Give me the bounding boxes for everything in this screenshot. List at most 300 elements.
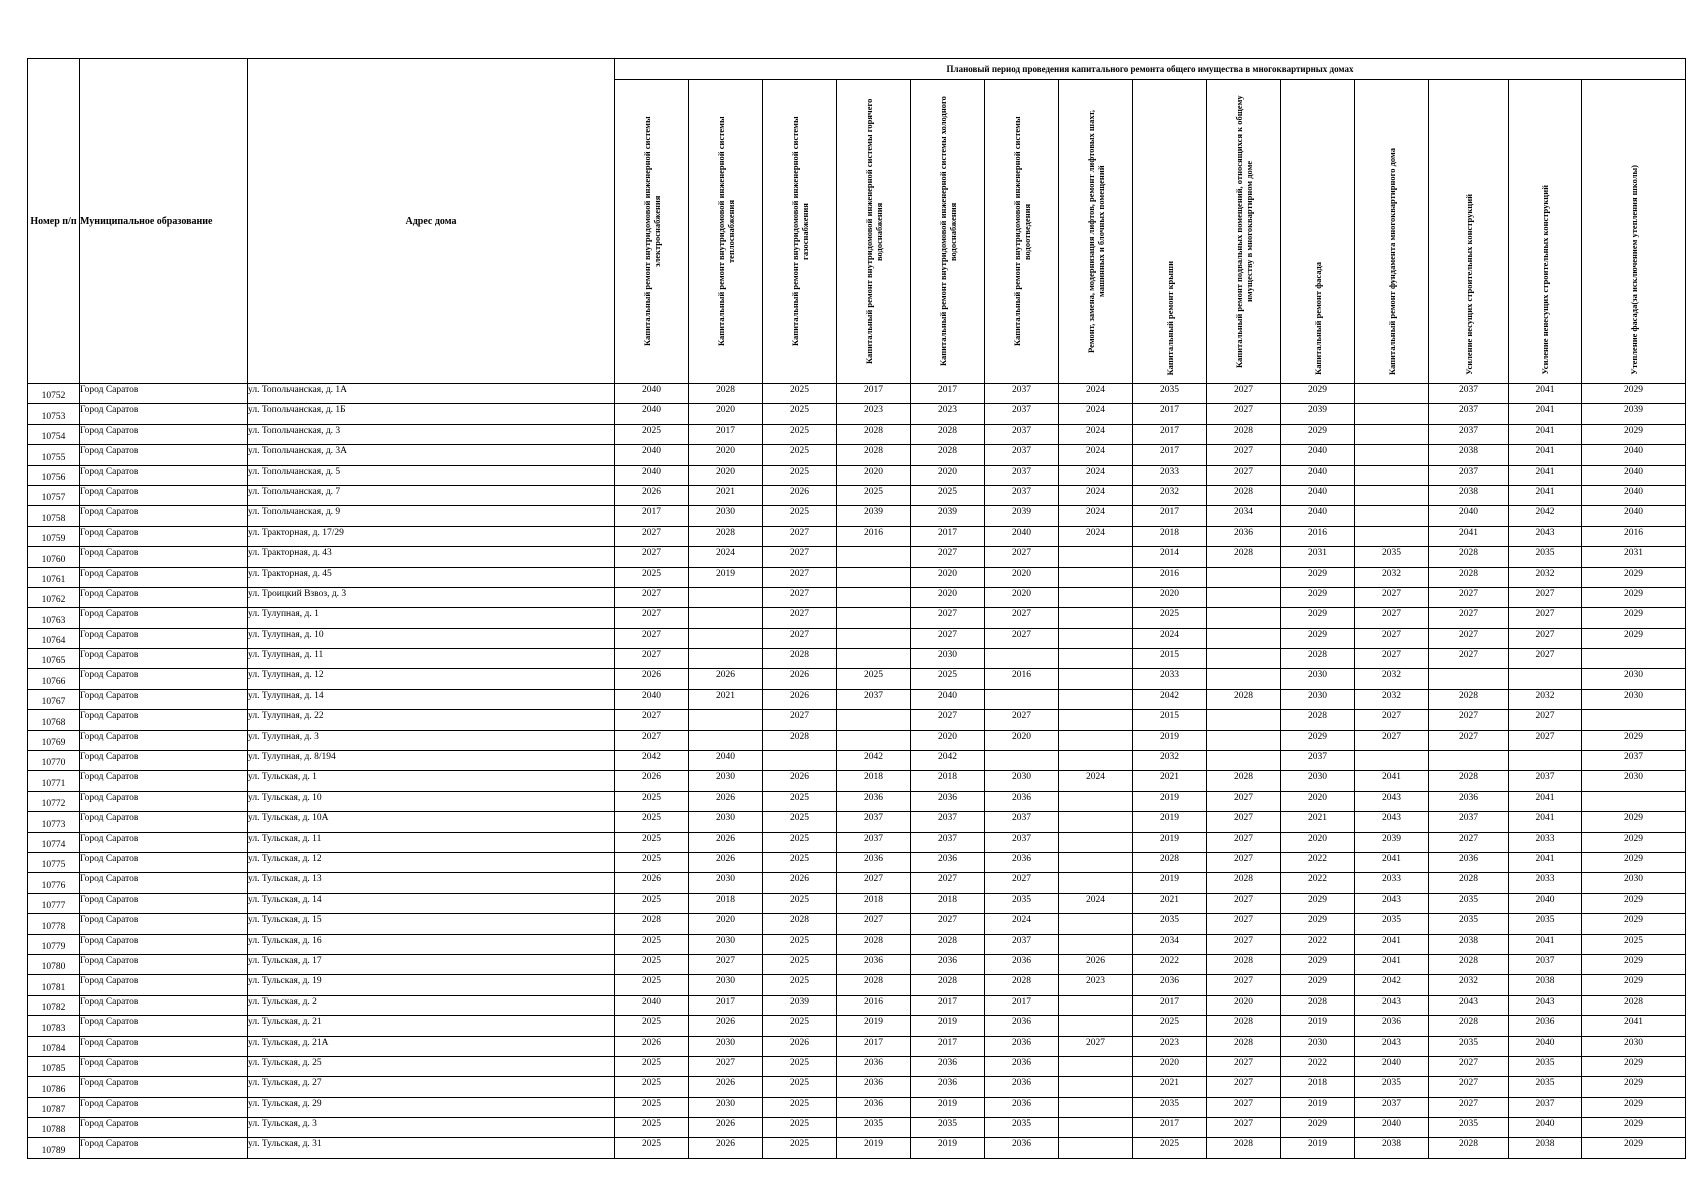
row-year-cell: 2028 xyxy=(1207,1036,1281,1056)
row-year-cell: 2037 xyxy=(911,832,985,852)
row-year-cell: 2040 xyxy=(1281,485,1355,505)
row-year-cell: 2020 xyxy=(689,445,763,465)
row-year-cell: 2020 xyxy=(1133,1056,1207,1076)
row-year-cell: 2025 xyxy=(615,812,689,832)
table-row xyxy=(28,587,1686,607)
row-year-cell: 2028 xyxy=(837,975,911,995)
row-address: ул. Топольчанская, д. 3 xyxy=(248,424,615,444)
row-year-cell: 2030 xyxy=(689,506,763,526)
row-municipality: Город Саратов xyxy=(80,1056,248,1076)
row-year-cell: 2027 xyxy=(911,873,985,893)
row-year-cell xyxy=(1059,1138,1133,1158)
row-address: ул. Тульская, д. 3 xyxy=(248,1118,615,1138)
row-year-cell: 2025 xyxy=(615,1138,689,1158)
table-row xyxy=(28,751,1686,771)
row-municipality: Город Саратов xyxy=(80,710,248,730)
row-number: 10779 xyxy=(28,934,80,954)
row-year-cell: 2025 xyxy=(763,465,837,485)
row-year-cell: 2035 xyxy=(1355,914,1429,934)
row-year-cell: 2029 xyxy=(1281,954,1355,974)
row-year-cell xyxy=(1429,669,1509,689)
row-year-cell: 2020 xyxy=(1281,832,1355,852)
row-year-cell: 2027 xyxy=(985,608,1059,628)
row-year-cell: 2033 xyxy=(1355,873,1429,893)
row-year-cell: 2025 xyxy=(763,1118,837,1138)
row-address: ул. Тульская, д. 31 xyxy=(248,1138,615,1158)
row-municipality: Город Саратов xyxy=(80,812,248,832)
row-year-cell: 2033 xyxy=(1509,873,1582,893)
row-year-cell: 2016 xyxy=(1281,526,1355,546)
table-row xyxy=(28,424,1686,444)
row-year-cell: 2017 xyxy=(1133,404,1207,424)
row-municipality: Город Саратов xyxy=(80,934,248,954)
row-year-cell: 2021 xyxy=(1133,1077,1207,1097)
row-year-cell: 2036 xyxy=(911,1077,985,1097)
row-year-cell: 2037 xyxy=(1582,751,1686,771)
row-year-cell: 2037 xyxy=(1429,465,1509,485)
work-type-label: Капитальный ремонт внутридомовой инженерной системы газоснабжения xyxy=(789,116,810,347)
row-year-cell: 2027 xyxy=(1509,587,1582,607)
row-number: 10773 xyxy=(28,812,80,832)
row-number: 10786 xyxy=(28,1077,80,1097)
row-year-cell: 2026 xyxy=(615,771,689,791)
header-work-type xyxy=(985,80,1059,384)
row-municipality: Город Саратов xyxy=(80,608,248,628)
row-year-cell xyxy=(1059,873,1133,893)
row-address: ул. Троицкий Взвоз, д. 3 xyxy=(248,587,615,607)
row-year-cell: 2031 xyxy=(1281,547,1355,567)
row-year-cell: 2018 xyxy=(911,893,985,913)
row-year-cell: 2039 xyxy=(985,506,1059,526)
row-year-cell: 2027 xyxy=(911,628,985,648)
row-address: ул. Тулупная, д. 10 xyxy=(248,628,615,648)
row-year-cell: 2025 xyxy=(763,832,837,852)
row-number: 10776 xyxy=(28,873,80,893)
row-year-cell: 2036 xyxy=(985,1056,1059,1076)
work-type-label: Капитальный ремонт внутридомовой инженерной системы электроснабжения xyxy=(641,116,662,347)
table-row xyxy=(28,954,1686,974)
row-year-cell: 2041 xyxy=(1355,934,1429,954)
row-year-cell: 2030 xyxy=(1582,1036,1686,1056)
work-type-label: Капитальный ремонт фундамента многоквартирного дома xyxy=(1386,147,1397,375)
row-address: ул. Тульская, д. 15 xyxy=(248,914,615,934)
row-year-cell: 2028 xyxy=(1207,1016,1281,1036)
row-year-cell: 2027 xyxy=(985,547,1059,567)
row-year-cell: 2043 xyxy=(1355,812,1429,832)
row-year-cell: 2017 xyxy=(985,995,1059,1015)
row-year-cell: 2027 xyxy=(1207,1118,1281,1138)
row-number: 10758 xyxy=(28,506,80,526)
row-address: ул. Топольчанская, д. 1А xyxy=(248,384,615,404)
row-year-cell: 2028 xyxy=(1281,995,1355,1015)
row-year-cell xyxy=(837,608,911,628)
row-year-cell: 2036 xyxy=(837,1056,911,1076)
row-year-cell: 2040 xyxy=(1281,445,1355,465)
row-year-cell: 2025 xyxy=(763,893,837,913)
row-year-cell: 2028 xyxy=(1207,547,1281,567)
row-address: ул. Топольчанская, д. 5 xyxy=(248,465,615,485)
row-year-cell: 2030 xyxy=(689,771,763,791)
table-header xyxy=(28,59,1686,384)
row-year-cell: 2029 xyxy=(1582,567,1686,587)
row-year-cell: 2025 xyxy=(615,975,689,995)
row-year-cell: 2040 xyxy=(615,689,689,709)
row-number: 10787 xyxy=(28,1097,80,1117)
row-year-cell: 2029 xyxy=(1281,730,1355,750)
row-year-cell: 2029 xyxy=(1582,914,1686,934)
row-year-cell: 2016 xyxy=(1582,526,1686,546)
row-year-cell: 2019 xyxy=(1281,1016,1355,1036)
row-year-cell: 2030 xyxy=(689,812,763,832)
row-year-cell: 2041 xyxy=(1355,852,1429,872)
row-year-cell: 2036 xyxy=(1429,791,1509,811)
row-year-cell: 2027 xyxy=(763,710,837,730)
row-year-cell: 2019 xyxy=(689,567,763,587)
row-year-cell: 2027 xyxy=(615,710,689,730)
row-year-cell: 2029 xyxy=(1582,1077,1686,1097)
row-year-cell: 2031 xyxy=(1582,547,1686,567)
row-year-cell: 2026 xyxy=(689,852,763,872)
row-year-cell: 2039 xyxy=(763,995,837,1015)
row-year-cell: 2015 xyxy=(1133,649,1207,669)
table-row xyxy=(28,873,1686,893)
row-year-cell: 2027 xyxy=(1509,608,1582,628)
row-number: 10785 xyxy=(28,1056,80,1076)
row-year-cell: 2027 xyxy=(1207,975,1281,995)
row-year-cell: 2036 xyxy=(1133,975,1207,995)
row-year-cell: 2040 xyxy=(1509,1036,1582,1056)
row-address: ул. Топольчанская, д. 3А xyxy=(248,445,615,465)
row-year-cell: 2020 xyxy=(1207,995,1281,1015)
row-year-cell: 2029 xyxy=(1281,384,1355,404)
row-year-cell xyxy=(1207,751,1281,771)
header-period: Плановый период проведения капитального ремонта общего имущества в многоквартирных домах xyxy=(615,59,1686,80)
row-year-cell: 2037 xyxy=(985,832,1059,852)
row-year-cell: 2030 xyxy=(689,934,763,954)
row-year-cell xyxy=(1207,608,1281,628)
row-year-cell xyxy=(1355,424,1429,444)
row-year-cell: 2040 xyxy=(615,384,689,404)
row-year-cell: 2037 xyxy=(1429,424,1509,444)
row-year-cell: 2025 xyxy=(911,485,985,505)
row-year-cell: 2025 xyxy=(763,424,837,444)
row-year-cell: 2026 xyxy=(689,1118,763,1138)
row-year-cell: 2027 xyxy=(1355,649,1429,669)
row-year-cell: 2025 xyxy=(615,893,689,913)
row-year-cell: 2036 xyxy=(985,1077,1059,1097)
row-year-cell: 2029 xyxy=(1582,730,1686,750)
row-year-cell: 2025 xyxy=(615,791,689,811)
row-year-cell: 2036 xyxy=(911,791,985,811)
row-year-cell: 2035 xyxy=(1429,914,1509,934)
row-year-cell: 2016 xyxy=(985,669,1059,689)
row-year-cell: 2035 xyxy=(985,1118,1059,1138)
row-year-cell xyxy=(1207,669,1281,689)
row-year-cell: 2033 xyxy=(1509,832,1582,852)
row-year-cell: 2041 xyxy=(1509,445,1582,465)
row-year-cell: 2036 xyxy=(837,1097,911,1117)
row-year-cell: 2024 xyxy=(1059,465,1133,485)
row-municipality: Город Саратов xyxy=(80,526,248,546)
row-year-cell xyxy=(1059,730,1133,750)
row-year-cell: 2014 xyxy=(1133,547,1207,567)
row-year-cell: 2022 xyxy=(1281,1056,1355,1076)
row-year-cell: 2027 xyxy=(1207,465,1281,485)
row-year-cell: 2028 xyxy=(985,975,1059,995)
row-year-cell: 2022 xyxy=(1281,873,1355,893)
row-year-cell: 2027 xyxy=(1429,710,1509,730)
row-address: ул. Тулупная, д. 1 xyxy=(248,608,615,628)
row-year-cell: 2032 xyxy=(1429,975,1509,995)
row-year-cell xyxy=(1059,852,1133,872)
row-year-cell xyxy=(1059,832,1133,852)
row-number: 10769 xyxy=(28,730,80,750)
row-year-cell: 2025 xyxy=(837,485,911,505)
row-year-cell: 2028 xyxy=(1281,710,1355,730)
row-year-cell: 2017 xyxy=(911,384,985,404)
row-year-cell: 2026 xyxy=(763,771,837,791)
row-year-cell: 2038 xyxy=(1429,934,1509,954)
row-year-cell xyxy=(763,751,837,771)
row-year-cell: 2028 xyxy=(1429,873,1509,893)
row-year-cell: 2025 xyxy=(615,1077,689,1097)
row-year-cell: 2017 xyxy=(615,506,689,526)
row-number: 10780 xyxy=(28,954,80,974)
row-municipality: Город Саратов xyxy=(80,1097,248,1117)
row-year-cell: 2020 xyxy=(689,914,763,934)
table-row xyxy=(28,404,1686,424)
row-year-cell: 2028 xyxy=(911,934,985,954)
row-year-cell: 2038 xyxy=(1355,1138,1429,1158)
row-year-cell: 2026 xyxy=(689,791,763,811)
row-municipality: Город Саратов xyxy=(80,1077,248,1097)
row-year-cell: 2027 xyxy=(1207,852,1281,872)
row-year-cell: 2017 xyxy=(689,424,763,444)
row-year-cell: 2019 xyxy=(911,1097,985,1117)
row-year-cell: 2030 xyxy=(1582,771,1686,791)
row-year-cell: 2027 xyxy=(911,914,985,934)
row-year-cell xyxy=(1059,649,1133,669)
capital-repair-table xyxy=(27,58,1686,1159)
row-year-cell: 2037 xyxy=(837,689,911,709)
row-year-cell: 2037 xyxy=(1509,954,1582,974)
row-year-cell: 2027 xyxy=(837,873,911,893)
row-year-cell: 2036 xyxy=(985,1036,1059,1056)
row-year-cell: 2028 xyxy=(763,730,837,750)
row-year-cell: 2029 xyxy=(1582,1056,1686,1076)
row-year-cell: 2025 xyxy=(615,424,689,444)
header-work-type xyxy=(615,80,689,384)
row-number: 10756 xyxy=(28,465,80,485)
row-year-cell: 2042 xyxy=(837,751,911,771)
row-municipality: Город Саратов xyxy=(80,587,248,607)
row-year-cell: 2030 xyxy=(689,1036,763,1056)
row-address: ул. Тульская, д. 21А xyxy=(248,1036,615,1056)
row-year-cell: 2037 xyxy=(985,384,1059,404)
row-year-cell: 2022 xyxy=(1281,934,1355,954)
row-year-cell: 2020 xyxy=(1281,791,1355,811)
row-year-cell: 2037 xyxy=(837,812,911,832)
row-address: ул. Тракторная, д. 17/29 xyxy=(248,526,615,546)
row-year-cell: 2024 xyxy=(985,914,1059,934)
row-year-cell: 2035 xyxy=(1355,1077,1429,1097)
row-year-cell: 2030 xyxy=(1281,669,1355,689)
row-address: ул. Тульская, д. 1 xyxy=(248,771,615,791)
row-municipality: Город Саратов xyxy=(80,832,248,852)
row-year-cell: 2042 xyxy=(1509,506,1582,526)
row-year-cell: 2020 xyxy=(689,404,763,424)
row-year-cell xyxy=(1059,608,1133,628)
row-year-cell: 2041 xyxy=(1509,852,1582,872)
row-year-cell: 2020 xyxy=(689,465,763,485)
row-year-cell: 2019 xyxy=(1281,1097,1355,1117)
row-year-cell: 2034 xyxy=(1133,934,1207,954)
row-year-cell xyxy=(1059,1097,1133,1117)
row-municipality: Город Саратов xyxy=(80,384,248,404)
table-row xyxy=(28,1138,1686,1158)
row-year-cell: 2020 xyxy=(911,730,985,750)
row-year-cell: 2032 xyxy=(1355,567,1429,587)
row-municipality: Город Саратов xyxy=(80,465,248,485)
row-year-cell: 2040 xyxy=(985,526,1059,546)
row-year-cell xyxy=(1355,526,1429,546)
row-year-cell: 2028 xyxy=(763,914,837,934)
table-row xyxy=(28,465,1686,485)
row-year-cell: 2025 xyxy=(615,852,689,872)
row-year-cell: 2015 xyxy=(1133,710,1207,730)
row-municipality: Город Саратов xyxy=(80,954,248,974)
row-municipality: Город Саратов xyxy=(80,975,248,995)
row-year-cell: 2025 xyxy=(763,934,837,954)
row-year-cell: 2040 xyxy=(689,751,763,771)
row-number: 10771 xyxy=(28,771,80,791)
table-row xyxy=(28,1097,1686,1117)
row-year-cell: 2036 xyxy=(1355,1016,1429,1036)
row-year-cell: 2028 xyxy=(1429,547,1509,567)
row-municipality: Город Саратов xyxy=(80,791,248,811)
row-year-cell xyxy=(1059,751,1133,771)
row-year-cell: 2040 xyxy=(1509,1118,1582,1138)
row-year-cell: 2036 xyxy=(837,1077,911,1097)
row-year-cell: 2040 xyxy=(1281,506,1355,526)
row-year-cell: 2025 xyxy=(1133,1138,1207,1158)
row-year-cell xyxy=(1509,751,1582,771)
row-year-cell: 2020 xyxy=(1133,587,1207,607)
row-year-cell: 2027 xyxy=(1207,445,1281,465)
row-year-cell: 2028 xyxy=(911,445,985,465)
row-year-cell xyxy=(985,649,1059,669)
row-year-cell: 2016 xyxy=(837,526,911,546)
row-year-cell: 2037 xyxy=(1281,751,1355,771)
table-row xyxy=(28,832,1686,852)
row-year-cell: 2027 xyxy=(1429,1097,1509,1117)
row-municipality: Город Саратов xyxy=(80,914,248,934)
row-year-cell: 2029 xyxy=(1582,852,1686,872)
row-year-cell: 2026 xyxy=(763,669,837,689)
row-year-cell: 2030 xyxy=(1582,669,1686,689)
row-year-cell: 2025 xyxy=(763,1056,837,1076)
row-year-cell: 2025 xyxy=(911,669,985,689)
row-year-cell: 2030 xyxy=(911,649,985,669)
row-year-cell: 2027 xyxy=(911,608,985,628)
row-year-cell: 2035 xyxy=(1509,547,1582,567)
row-year-cell: 2043 xyxy=(1355,995,1429,1015)
row-year-cell: 2027 xyxy=(615,730,689,750)
row-year-cell: 2030 xyxy=(1281,1036,1355,1056)
row-year-cell: 2026 xyxy=(763,485,837,505)
row-year-cell: 2024 xyxy=(1059,424,1133,444)
row-year-cell: 2027 xyxy=(1355,730,1429,750)
row-year-cell: 2040 xyxy=(1582,485,1686,505)
header-work-type xyxy=(1582,80,1686,384)
row-year-cell: 2028 xyxy=(1429,1016,1509,1036)
work-type-label: Капитальный ремонт внутридомовой инженерной системы теплоснабжения xyxy=(715,116,736,347)
row-year-cell: 2025 xyxy=(615,1056,689,1076)
row-year-cell: 2035 xyxy=(837,1118,911,1138)
work-type-label: Капитальный ремонт внутридомовой инженерной системы горячего водоснабжения xyxy=(863,98,884,365)
row-year-cell: 2038 xyxy=(1429,485,1509,505)
row-year-cell: 2035 xyxy=(1429,1118,1509,1138)
row-year-cell: 2030 xyxy=(1281,771,1355,791)
row-year-cell: 2028 xyxy=(1207,873,1281,893)
work-type-label: Ремонт, замена, модернизация лифтов, ремонт лифтовых шахт, машинных и блочных помещений xyxy=(1085,109,1106,354)
row-year-cell: 2036 xyxy=(837,791,911,811)
row-year-cell: 2035 xyxy=(1133,384,1207,404)
row-year-cell: 2037 xyxy=(1429,404,1509,424)
work-type-label: Капитальный ремонт внутридомовой инженерной системы водоотведения xyxy=(1011,116,1032,347)
row-number: 10757 xyxy=(28,485,80,505)
table-row xyxy=(28,547,1686,567)
row-year-cell: 2039 xyxy=(911,506,985,526)
row-number: 10768 xyxy=(28,710,80,730)
row-year-cell: 2036 xyxy=(985,1097,1059,1117)
table-row xyxy=(28,445,1686,465)
row-number: 10759 xyxy=(28,526,80,546)
row-year-cell: 2041 xyxy=(1355,954,1429,974)
row-municipality: Город Саратов xyxy=(80,506,248,526)
row-year-cell: 2040 xyxy=(1582,506,1686,526)
row-number: 10764 xyxy=(28,628,80,648)
table-row xyxy=(28,812,1686,832)
row-year-cell: 2019 xyxy=(1133,873,1207,893)
row-year-cell xyxy=(1059,995,1133,1015)
row-year-cell: 2027 xyxy=(615,628,689,648)
row-address: ул. Тракторная, д. 45 xyxy=(248,567,615,587)
row-number: 10777 xyxy=(28,893,80,913)
row-year-cell: 2041 xyxy=(1509,485,1582,505)
row-year-cell: 2027 xyxy=(911,710,985,730)
row-year-cell: 2041 xyxy=(1582,1016,1686,1036)
row-year-cell: 2027 xyxy=(1429,608,1509,628)
row-year-cell: 2021 xyxy=(1281,812,1355,832)
row-year-cell: 2026 xyxy=(615,669,689,689)
row-year-cell: 2017 xyxy=(837,1036,911,1056)
row-address: ул. Тулупная, д. 22 xyxy=(248,710,615,730)
row-year-cell: 2027 xyxy=(1429,649,1509,669)
row-year-cell: 2026 xyxy=(615,485,689,505)
row-municipality: Город Саратов xyxy=(80,628,248,648)
table-row xyxy=(28,567,1686,587)
row-year-cell: 2027 xyxy=(1429,628,1509,648)
row-year-cell: 2035 xyxy=(1429,893,1509,913)
row-address: ул. Топольчанская, д. 1Б xyxy=(248,404,615,424)
row-municipality: Город Саратов xyxy=(80,730,248,750)
row-year-cell: 2036 xyxy=(911,852,985,872)
row-year-cell xyxy=(689,628,763,648)
row-year-cell: 2027 xyxy=(763,567,837,587)
row-municipality: Город Саратов xyxy=(80,1118,248,1138)
row-year-cell: 2041 xyxy=(1509,791,1582,811)
